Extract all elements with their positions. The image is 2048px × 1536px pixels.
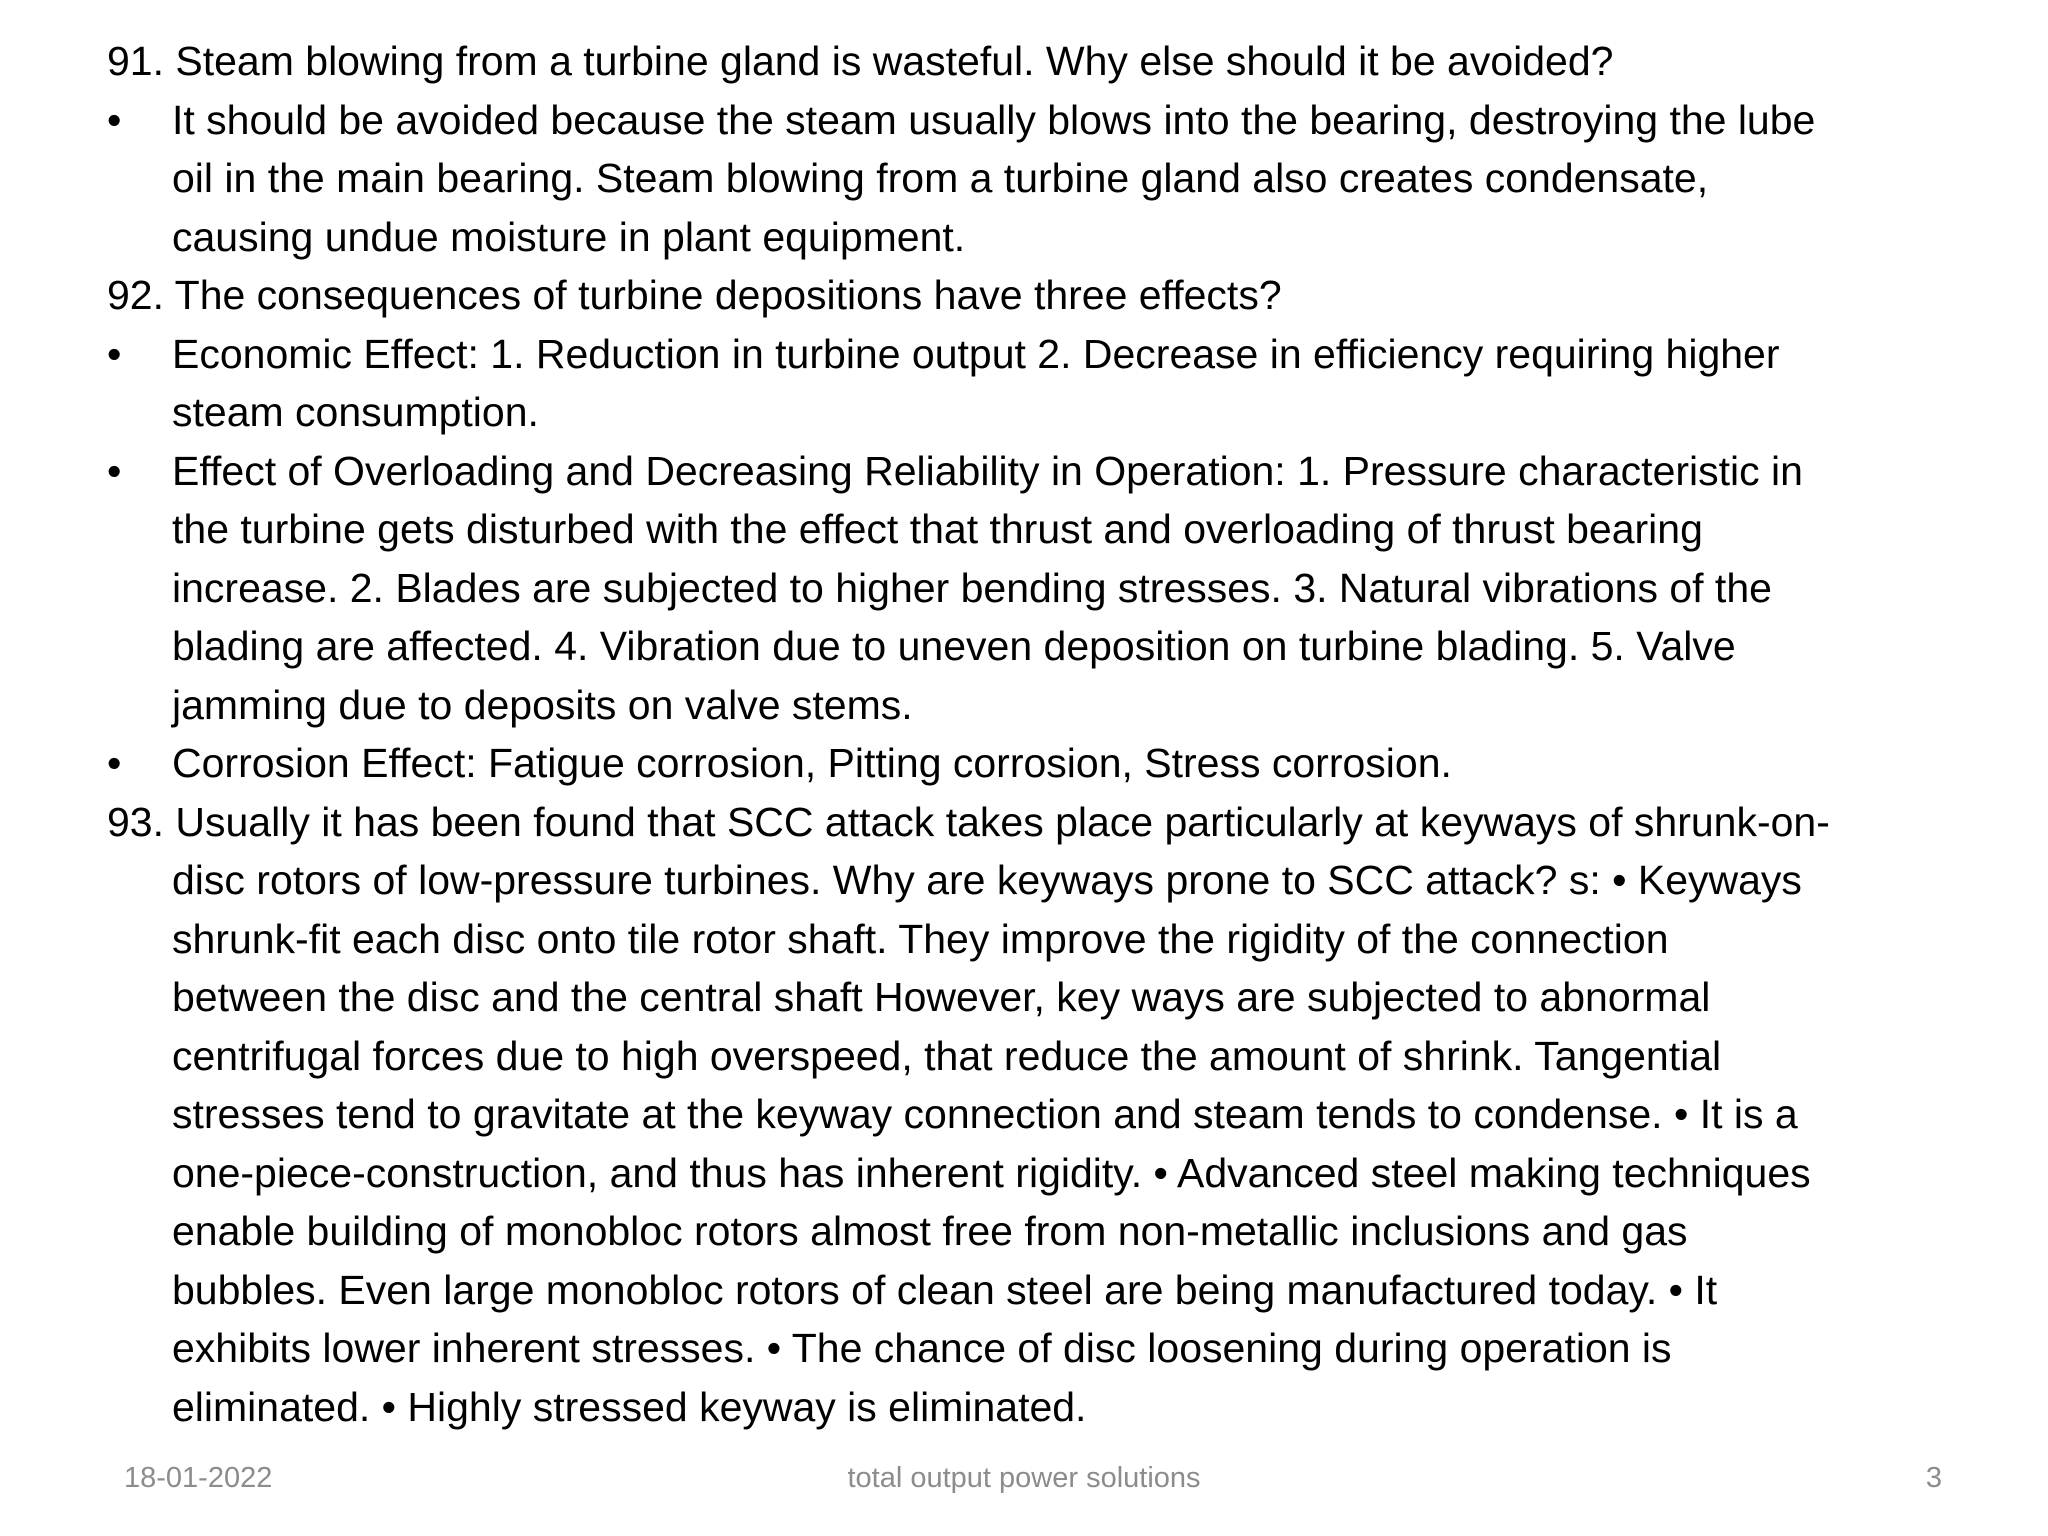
question-93-text: 93. Usually it has been found that SCC attack takes place particularly at keyways of shrunk-on-	[107, 798, 1830, 845]
bullet-icon: •	[107, 96, 122, 143]
footer-page-number: 3	[1925, 1462, 1942, 1494]
answer-91-bullet	[107, 91, 1987, 267]
slide-body	[107, 32, 1987, 1436]
bullet-icon: •	[107, 740, 122, 786]
bullet-icon: •	[107, 447, 122, 494]
footer-title: total output power solutions	[847, 1462, 1201, 1494]
answer-92-line: blading are affected. 4. Vibration due to uneven deposition on turbine blading. 5. Valve	[172, 623, 1736, 669]
question-93-line: bubbles. Even large monobloc rotors of clean steel are being manufactured today. • It	[172, 1266, 1718, 1313]
answer-91-line: It should be avoided because the steam usually blows into the bearing, destroying the lube	[172, 96, 1816, 143]
question-93-line: shrunk-fit each disc onto tile rotor shaft. They improve the rigidity of the connection	[172, 915, 1669, 962]
answer-92-line: increase. 2. Blades are subjected to higher bending stresses. 3. Natural vibrations of the	[172, 564, 1772, 611]
answer-92-line: jamming due to deposits on valve stems.	[172, 681, 913, 728]
answer-92-line: steam consumption.	[172, 389, 539, 435]
bullet-icon: •	[107, 330, 122, 377]
answer-92-line: Corrosion Effect: Fatigue corrosion, Pitting corrosion, Stress corrosion.	[172, 740, 1452, 786]
answer-92-line: Economic Effect: 1. Reduction in turbine output 2. Decrease in efficiency requiring higher	[172, 330, 1780, 377]
question-91-text: 91. Steam blowing from a turbine gland is wasteful. Why else should it be avoided?	[107, 38, 1614, 84]
question-93-line: eliminated. • Highly stressed keyway is eliminated.	[172, 1383, 1087, 1430]
question-91	[107, 32, 1987, 91]
question-93-line: stresses tend to gravitate at the keyway connection and steam tends to condense. • It is a	[172, 1091, 1798, 1137]
answer-92-line: the turbine gets disturbed with the effect that thrust and overloading of thrust bearing	[172, 506, 1703, 552]
answer-91-line: causing undue moisture in plant equipment.	[172, 213, 966, 260]
question-92	[107, 266, 1987, 325]
question-93-line: disc rotors of low-pressure turbines. Why are keyways prone to SCC attack? s: • Keyways	[172, 857, 1802, 903]
question-93-line: exhibits lower inherent stresses. • The chance of disc loosening during operation is	[172, 1325, 1672, 1371]
answer-92-line: Effect of Overloading and Decreasing Reliability in Operation: 1. Pressure characteristic in	[172, 447, 1803, 494]
question-93	[107, 793, 1987, 1437]
answer-92-bullet-economic	[107, 325, 1987, 442]
answer-91-line: oil in the main bearing. Steam blowing from a turbine gland also creates condensate,	[172, 155, 1709, 201]
answer-92-bullet-corrosion	[107, 734, 1987, 793]
question-92-text: 92. The consequences of turbine depositions have three effects?	[107, 272, 1282, 318]
question-93-line: between the disc and the central shaft However, key ways are subjected to abnormal	[172, 974, 1711, 1020]
question-93-line: enable building of monobloc rotors almost free from non-metallic inclusions and gas	[172, 1208, 1688, 1254]
footer-date: 18-01-2022	[124, 1462, 273, 1494]
question-93-line: one-piece-construction, and thus has inherent rigidity. • Advanced steel making techniques	[172, 1149, 1811, 1196]
answer-92-bullet-overloading	[107, 442, 1987, 735]
question-93-line: centrifugal forces due to high overspeed, that reduce the amount of shrink. Tangential	[172, 1032, 1722, 1079]
